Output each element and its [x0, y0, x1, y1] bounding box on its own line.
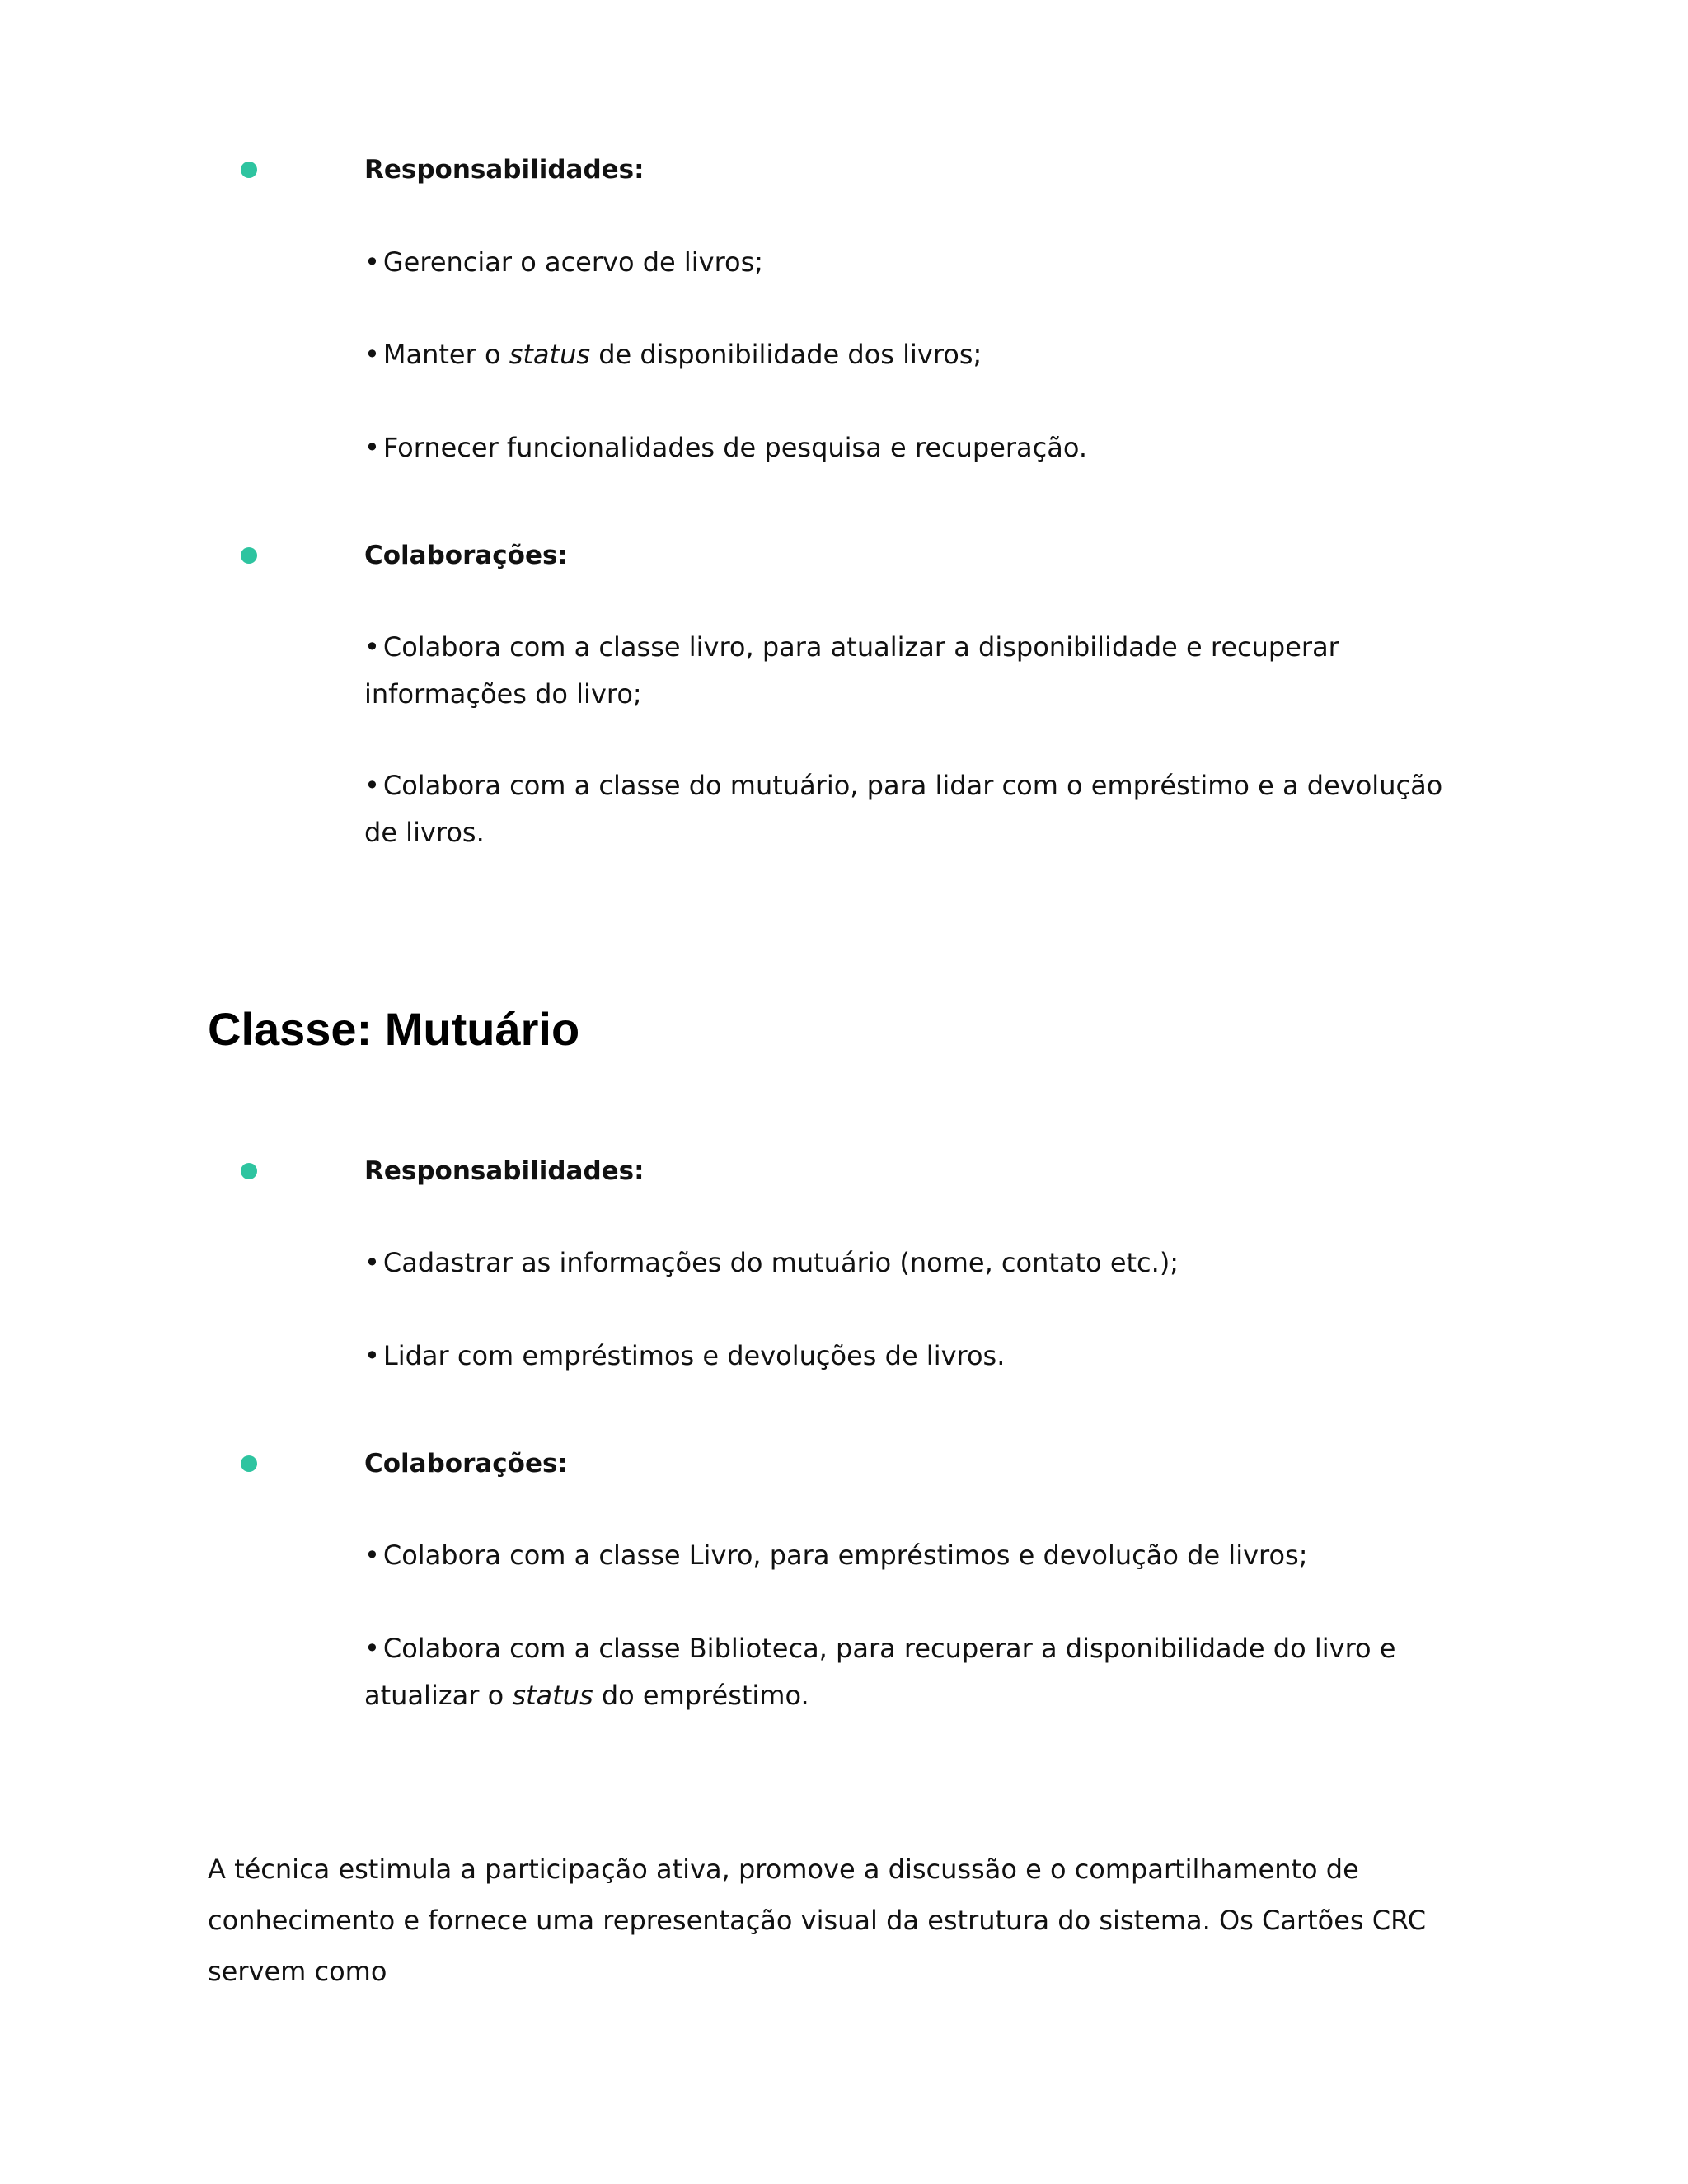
list-item-italic: status: [512, 1680, 593, 1711]
responsabilidades-label: Responsabilidades:: [364, 1156, 645, 1186]
bullet-mark: •: [364, 1340, 380, 1371]
colaboracoes-label: Colaborações:: [364, 1449, 568, 1479]
bullet-mark: •: [364, 246, 380, 278]
bullet-mark: •: [364, 1633, 380, 1664]
green-bullet-icon: [241, 162, 257, 178]
list-item-italic: status: [509, 339, 591, 370]
bullet-mark: •: [364, 339, 380, 370]
list-item-text: Gerenciar o acervo de livros;: [382, 246, 764, 278]
list-item: [364, 762, 1452, 856]
bullet-mark: •: [364, 770, 380, 801]
responsabilidades-label: Responsabilidades:: [364, 155, 645, 185]
list-item-text-after: do empréstimo.: [593, 1680, 809, 1711]
closing-paragraph: A técnica estimula a participação ativa, promove a discussão e o compartilhamento de conhecimento e fornece uma representação visual da estrutura do sistema. Os Cartões CRC servem como: [208, 1854, 1427, 1987]
list-item: [364, 1532, 1452, 1579]
list-item-text: Colabora com a classe livro, para atualizar a disponibilidade e recuperar informações do livro;: [364, 631, 1339, 710]
section-heading: Classe: Mutuário: [208, 1003, 580, 1055]
list-item-text: Lidar com empréstimos e devoluções de livros.: [382, 1340, 1006, 1371]
list-item-text-after: de disponibilidade dos livros;: [590, 339, 982, 370]
list-item: [364, 331, 1452, 378]
list-item: [364, 624, 1452, 718]
bullet-mark: •: [364, 1247, 380, 1278]
bullet-mark: •: [364, 1540, 380, 1571]
green-bullet-icon: [241, 1455, 257, 1472]
green-bullet-icon: [241, 1163, 257, 1179]
list-item: [364, 424, 1452, 471]
list-item: [364, 1625, 1452, 1719]
list-item-text: Cadastrar as informações do mutuário (nome, contato etc.);: [382, 1247, 1179, 1278]
green-bullet-icon: [241, 547, 257, 564]
bullet-mark: •: [364, 432, 380, 463]
bullet-mark: •: [364, 631, 380, 663]
list-item-text: Fornecer funcionalidades de pesquisa e recuperação.: [382, 432, 1088, 463]
colaboracoes-label: Colaborações:: [364, 541, 568, 570]
list-item-text-before: Colabora com a classe Biblioteca, para recuperar a disponibilidade do livro e atualizar o: [364, 1633, 1396, 1711]
list-item: [364, 239, 1452, 286]
list-item: [364, 1333, 1452, 1380]
list-item-text: Colabora com a classe do mutuário, para lidar com o empréstimo e a devolução de livros.: [364, 770, 1443, 848]
list-item-text-before: Manter o: [382, 339, 509, 370]
list-item-text: Colabora com a classe Livro, para empréstimos e devolução de livros;: [382, 1540, 1308, 1571]
list-item: [364, 1240, 1452, 1286]
